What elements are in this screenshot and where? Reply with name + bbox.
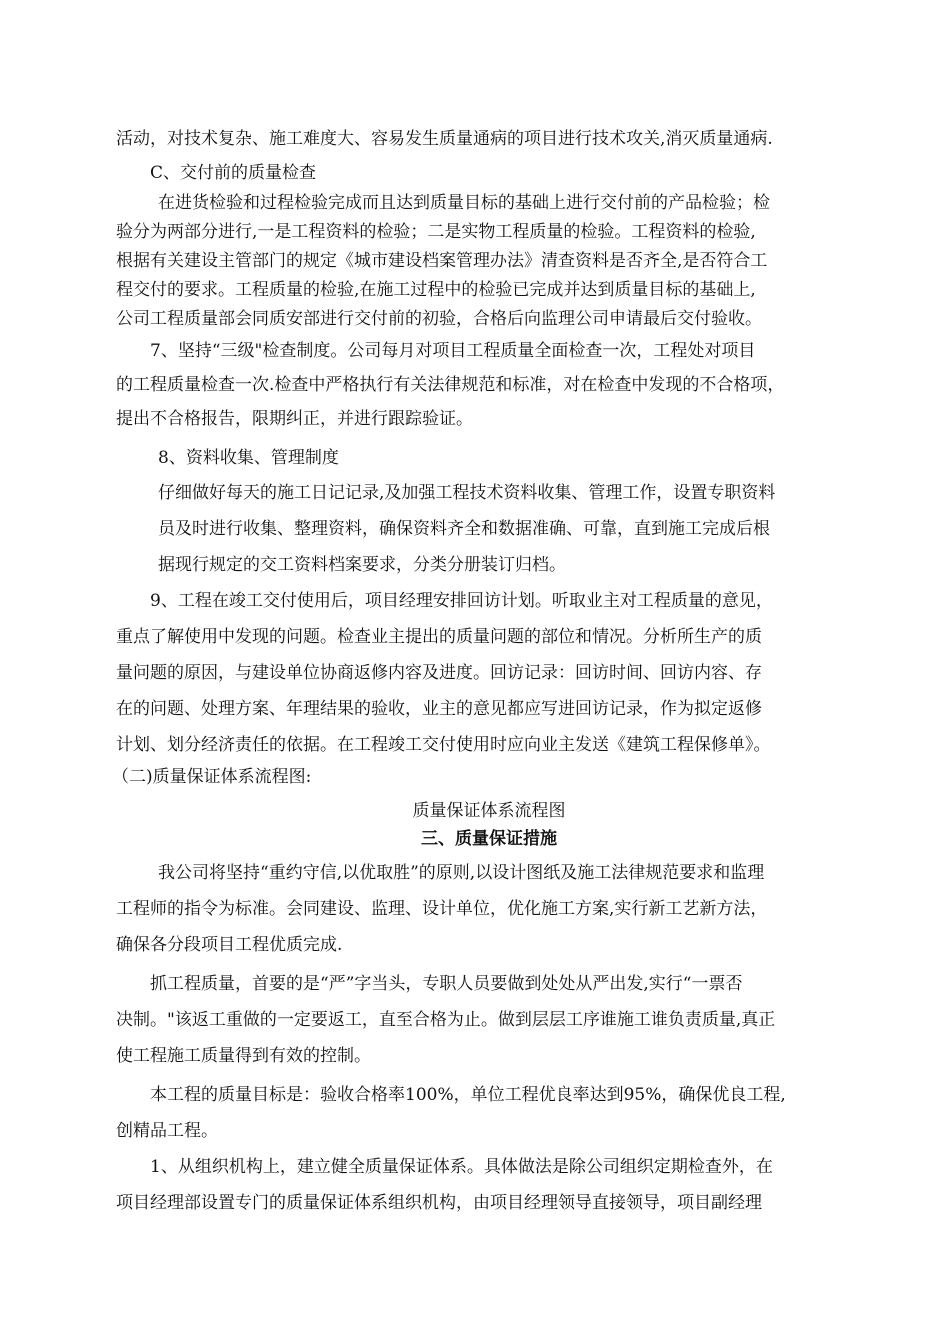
quality-target-line: 本工程的质量目标是：验收合格率100%，单位工程优良率达到95%，确保优良工程,	[150, 1085, 786, 1105]
paragraph-line: 验分为两部分进行,一是工程资料的检验；二是实物工程质量的检验。工程资料的检验,	[116, 222, 756, 242]
paragraph-line: 量问题的原因，与建设单位协商返修内容及进度。回访记录：回访时间、回访内容、存	[116, 663, 762, 683]
subsection-heading: （二)质量保证体系流程图:	[112, 767, 312, 787]
paragraph-line: 决制。"该返工重做的一定要返工，直至合格为止。做到层层工序谁施工谁负责质量,真正	[116, 1010, 776, 1030]
paragraph-line: 的工程质量检查一次.检查中严格执行有关法律规范和标准，对在检查中发现的不合格项，	[116, 375, 785, 395]
paragraph-line: 我公司将坚持“重约守信,以优取胜”的原则,以设计图纸及施工法律规范要求和监理	[158, 863, 765, 883]
section-heading-c: C、交付前的质量检查	[150, 163, 317, 183]
section-title: 三、质量保证措施	[421, 829, 557, 849]
paragraph-line: 计划、划分经济责任的依据。在工程竣工交付使用时应向业主发送《建筑工程保修单》。	[116, 735, 771, 755]
paragraph-line: 重点了解使用中发现的问题。检查业主提出的质量问题的部位和情况。分析所生产的质	[116, 627, 762, 647]
measure-1-line: 1、从组织机构上，建立健全质量保证体系。具体做法是除公司组织定期检查外，在	[150, 1157, 773, 1177]
paragraph-line: 项目经理部设置专门的质量保证体系组织机构，由项目经理领导直接领导，项目副经理	[116, 1193, 762, 1213]
paragraph-line: 确保各分段项目工程优质完成.	[116, 935, 343, 955]
paragraph-line: 活动，对技术复杂、施工难度大、容易发生质量通病的项目进行技术攻关,消灭质量通病.	[116, 129, 773, 149]
item-7-line: 7、坚持“三级"检查制度。公司每月对项目工程质量全面检查一次，工程处对项目	[150, 341, 756, 361]
paragraph-line: 根据有关建设主管部门的规定《城市建设档案管理办法》清查资料是否齐全,是否符合工	[116, 251, 768, 271]
paragraph-line: 员及时进行收集、整理资料，确保资料齐全和数据准确、可靠，直到施工完成后根	[158, 519, 770, 539]
item-9-line: 9、工程在竣工交付使用后，项目经理安排回访计划。听取业主对工程质量的意见，	[150, 591, 773, 611]
paragraph-line: 创精品工程。	[116, 1121, 218, 1141]
paragraph-line: 公司工程质量部会同质安部进行交付前的初验，合格后向监理公司申请最后交付验收。	[116, 309, 762, 329]
paragraph-line: 提出不合格报告，限期纠正，并进行跟踪验证。	[116, 409, 473, 429]
paragraph-line: 程交付的要求。工程质量的检验,在施工过程中的检验已完成并达到质量目标的基础上,	[116, 280, 756, 300]
paragraph-line: 据现行规定的交工资料档案要求，分类分册装订归档。	[158, 555, 566, 575]
paragraph-line: 在进货检验和过程检验完成而且达到质量目标的基础上进行交付前的产品检验；检	[158, 193, 770, 213]
paragraph-line: 使工程施工质量得到有效的控制。	[116, 1046, 371, 1066]
paragraph-line: 抓工程质量，首要的是“严”字当头，专职人员要做到处处从严出发,实行“一票否	[150, 974, 743, 994]
paragraph-line: 仔细做好每天的施工日记记录,及加强工程技术资料收集、管理工作，设置专职资料	[158, 483, 776, 503]
paragraph-line: 在的问题、处理方案、年理结果的验收，业主的意见都应写进回访记录，作为拟定返修	[116, 699, 762, 719]
item-8-heading: 8、资料收集、管理制度	[158, 448, 339, 468]
flowchart-caption: 质量保证体系流程图	[412, 801, 566, 821]
paragraph-line: 工程师的指令为标准。会同建设、监理、设计单位，优化施工方案,实行新工艺新方法，	[116, 899, 768, 919]
